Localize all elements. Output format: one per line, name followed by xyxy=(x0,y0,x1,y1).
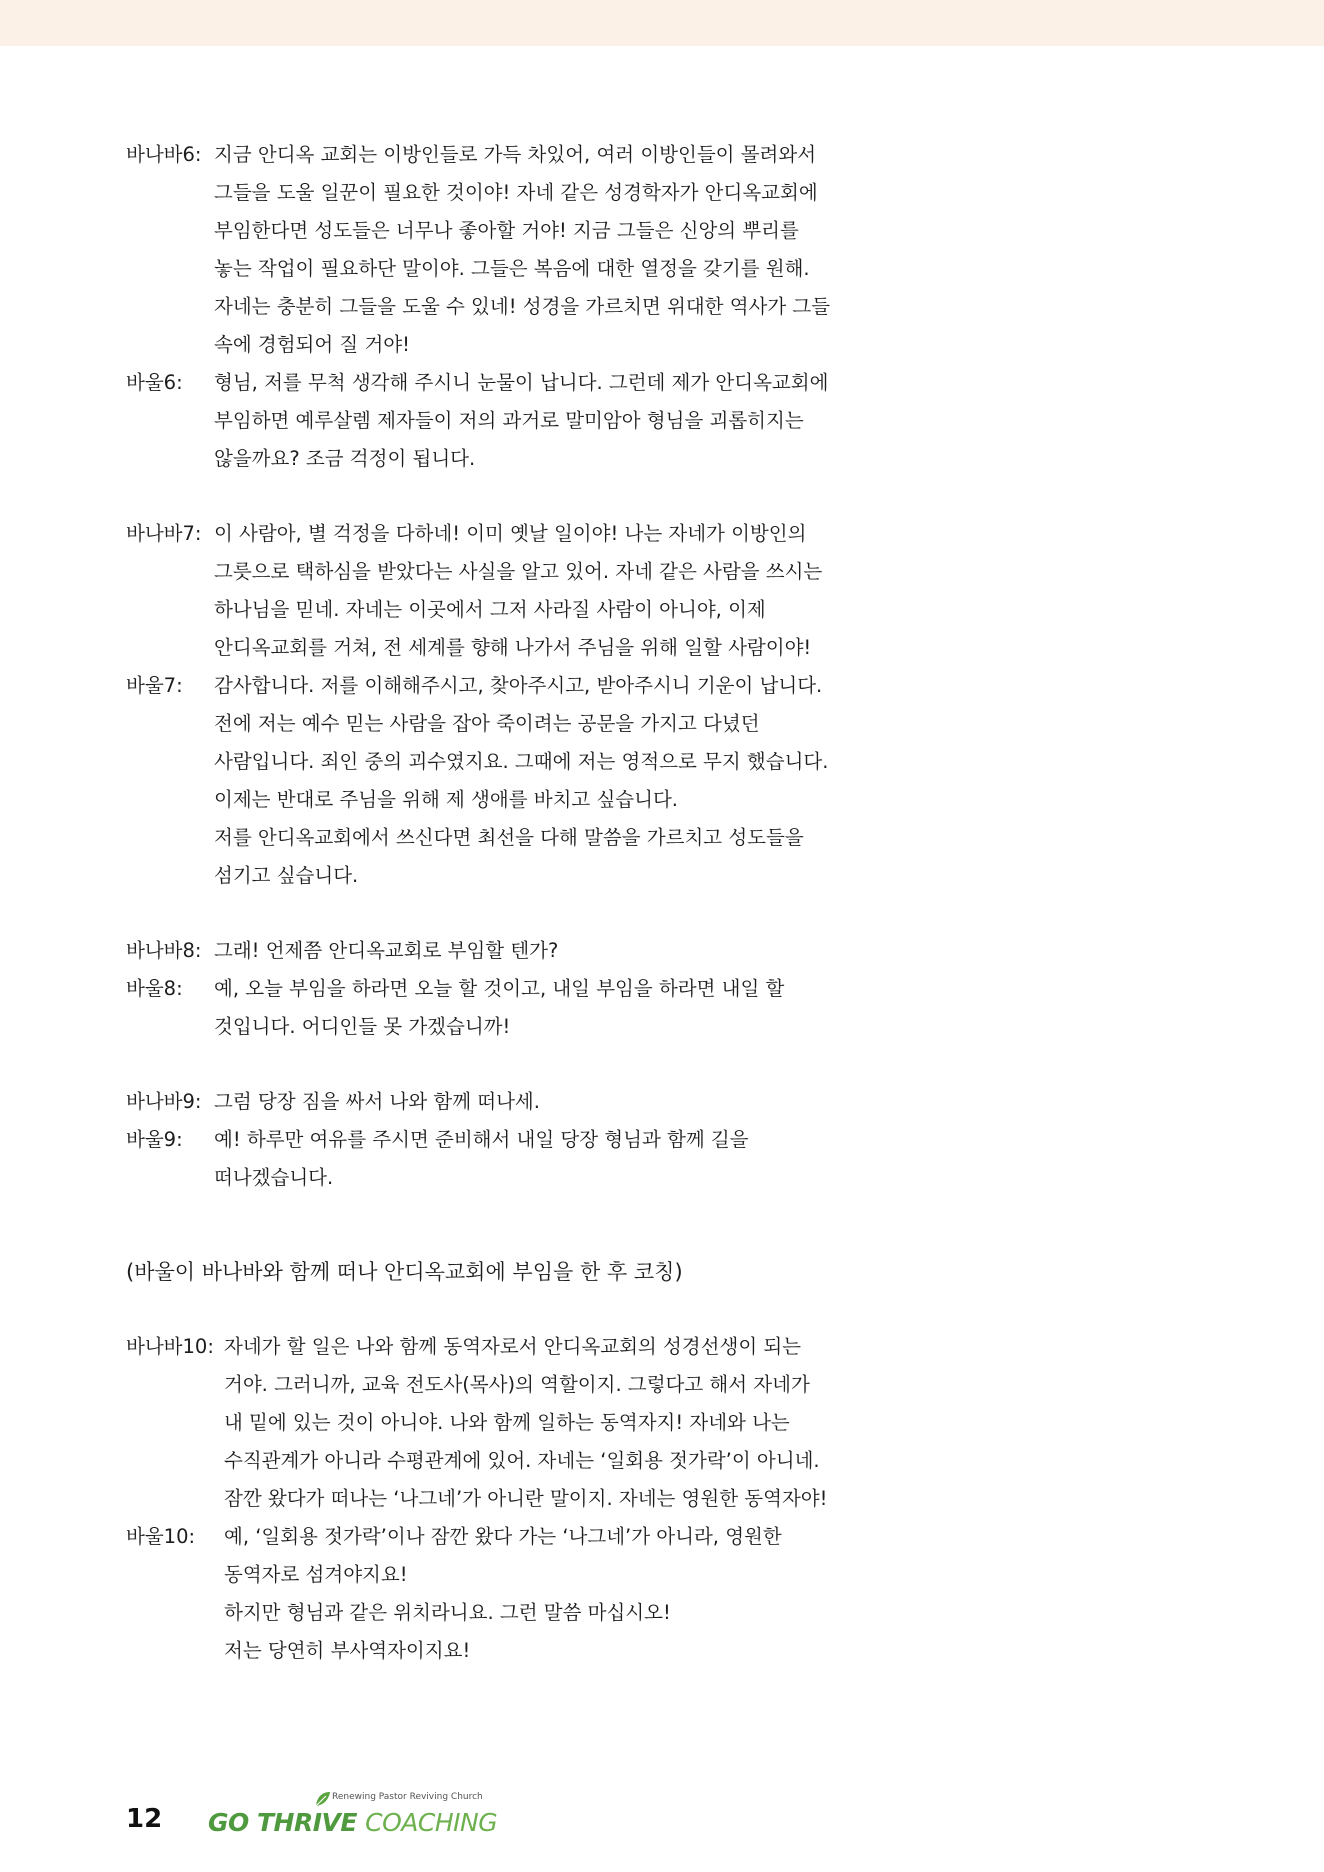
dialogue-block xyxy=(126,1328,1216,1670)
dialogue-line: 잠깐 왔다가 떠나는 ‘나그네’가 아니란 말이지. 자네는 영원한 동역자야! xyxy=(224,1487,828,1510)
dialogue-line: 자네가 할 일은 나와 함께 동역자로서 안디옥교회의 성경선생이 되는 xyxy=(224,1335,802,1358)
document-body xyxy=(126,136,1216,1707)
dialogue-line: 이 사람아, 별 걱정을 다하네! 이미 옛날 일이야! 나는 자네가 이방인의 xyxy=(214,522,807,545)
speaker-label: 바울7: xyxy=(126,674,183,697)
dialogue-line: 안디옥교회를 거쳐, 전 세계를 향해 나가서 주님을 위해 일할 사람이야! xyxy=(214,636,812,659)
dialogue-line: 하지만 형님과 같은 위치라니요. 그런 말씀 마십시오! xyxy=(224,1601,671,1624)
dialogue-block xyxy=(126,136,1216,478)
dialogue-line: 그럼 당장 짐을 싸서 나와 함께 떠나세. xyxy=(214,1090,540,1113)
dialogue-entry xyxy=(126,1328,1216,1518)
speaker-label: 바나바8: xyxy=(126,939,202,962)
dialogue-line: 그래! 언제쯤 안디옥교회로 부임할 텐가? xyxy=(214,939,559,962)
dialogue-line: 이제는 반대로 주님을 위해 제 생애를 바치고 싶습니다. xyxy=(214,788,679,811)
dialogue-entry xyxy=(126,515,1216,667)
dialogue-line: 거야. 그러니까, 교육 전도사(목사)의 역할이지. 그렇다고 해서 자네가 xyxy=(224,1373,810,1396)
dialogue-entry xyxy=(126,136,1216,364)
dialogue-line: 저는 당연히 부사역자이지요! xyxy=(224,1639,471,1662)
page-footer xyxy=(126,1790,726,1850)
speaker-label: 바울10: xyxy=(126,1525,196,1548)
dialogue-block xyxy=(126,932,1216,1046)
dialogue-entry xyxy=(126,970,1216,1046)
dialogue-line: 감사합니다. 저를 이해해주시고, 찾아주시고, 받아주시니 기운이 납니다. xyxy=(214,674,823,697)
speaker-label: 바울6: xyxy=(126,371,183,394)
speaker-label: 바나바10: xyxy=(126,1335,214,1358)
dialogue-block xyxy=(126,1083,1216,1197)
top-band xyxy=(0,0,1324,46)
logo-wordmark xyxy=(208,1808,497,1837)
speaker-label: 바나바6: xyxy=(126,143,202,166)
logo-main-text: GO THRIVE xyxy=(208,1808,357,1837)
dialogue-line: 부임한다면 성도들은 너무나 좋아할 거야! 지금 그들은 신앙의 뿌리를 xyxy=(214,219,799,242)
speaker-label: 바나바9: xyxy=(126,1090,202,1113)
dialogue-line: 속에 경험되어 질 거야! xyxy=(214,333,410,356)
dialogue-line: 사람입니다. 죄인 중의 괴수였지요. 그때에 저는 영적으로 무지 했습니다. xyxy=(214,750,829,773)
dialogue-entry xyxy=(126,1518,1216,1670)
leaf-icon xyxy=(314,1790,332,1808)
dialogue-line: 예! 하루만 여유를 주시면 준비해서 내일 당장 형님과 함께 길을 xyxy=(214,1128,749,1151)
narration-heading: (바울이 바나바와 함께 떠나 안디옥교회에 부임을 한 후 코칭) xyxy=(126,1260,683,1284)
speaker-label: 바울9: xyxy=(126,1128,183,1151)
dialogue-line: 부임하면 예루살렘 제자들이 저의 과거로 말미암아 형님을 괴롭히지는 xyxy=(214,409,804,432)
dialogue-line: 수직관계가 아니라 수평관계에 있어. 자네는 ‘일회용 젓가락’이 아니네. xyxy=(224,1449,820,1472)
dialogue-line: 그릇으로 택하심을 받았다는 사실을 알고 있어. 자네 같은 사람을 쓰시는 xyxy=(214,560,823,583)
dialogue-line: 형님, 저를 무척 생각해 주시니 눈물이 납니다. 그런데 제가 안디옥교회에 xyxy=(214,371,829,394)
logo-sub-text: COACHING xyxy=(365,1808,498,1837)
dialogue-entry xyxy=(126,1083,1216,1121)
dialogue-line: 예, ‘일회용 젓가락’이나 잠깐 왔다 가는 ‘나그네’가 아니라, 영원한 xyxy=(224,1525,782,1548)
dialogue-line: 저를 안디옥교회에서 쓰신다면 최선을 다해 말씀을 가르치고 성도들을 xyxy=(214,826,804,849)
dialogue-line: 하나님을 믿네. 자네는 이곳에서 그저 사라질 사람이 아니야, 이제 xyxy=(214,598,766,621)
dialogue-entry xyxy=(126,1121,1216,1197)
dialogue-line: 지금 안디옥 교회는 이방인들로 가득 차있어, 여러 이방인들이 몰려와서 xyxy=(214,143,817,166)
logo-tagline: Renewing Pastor Reviving Church xyxy=(332,1792,483,1802)
dialogue-line: 그들을 도울 일꾼이 필요한 것이야! 자네 같은 성경학자가 안디옥교회에 xyxy=(214,181,818,204)
dialogue-line: 자네는 충분히 그들을 도울 수 있네! 성경을 가르치면 위대한 역사가 그들 xyxy=(214,295,831,318)
dialogue-line: 동역자로 섬겨야지요! xyxy=(224,1563,408,1586)
dialogue-entry xyxy=(126,667,1216,895)
dialogue-line: 놓는 작업이 필요하단 말이야. 그들은 복음에 대한 열정을 갖기를 원해. xyxy=(214,257,810,280)
go-thrive-logo xyxy=(208,1790,528,1850)
dialogue-line: 예, 오늘 부임을 하라면 오늘 할 것이고, 내일 부임을 하라면 내일 할 xyxy=(214,977,785,1000)
dialogue-line: 것입니다. 어디인들 못 가겠습니까! xyxy=(214,1015,511,1038)
dialogue-block xyxy=(126,515,1216,895)
dialogue-line: 않을까요? 조금 걱정이 됩니다. xyxy=(214,447,476,470)
dialogue-line: 떠나겠습니다. xyxy=(214,1166,334,1189)
speaker-label: 바나바7: xyxy=(126,522,202,545)
speaker-label: 바울8: xyxy=(126,977,183,1000)
dialogue-entry xyxy=(126,364,1216,478)
dialogue-entry xyxy=(126,932,1216,970)
page-number: 12 xyxy=(126,1804,163,1834)
dialogue-line: 섬기고 싶습니다. xyxy=(214,864,359,887)
dialogue-line: 전에 저는 예수 믿는 사람을 잡아 죽이려는 공문을 가지고 다녔던 xyxy=(214,712,760,735)
dialogue-line: 내 밑에 있는 것이 아니야. 나와 함께 일하는 동역자지! 자네와 나는 xyxy=(224,1411,790,1434)
